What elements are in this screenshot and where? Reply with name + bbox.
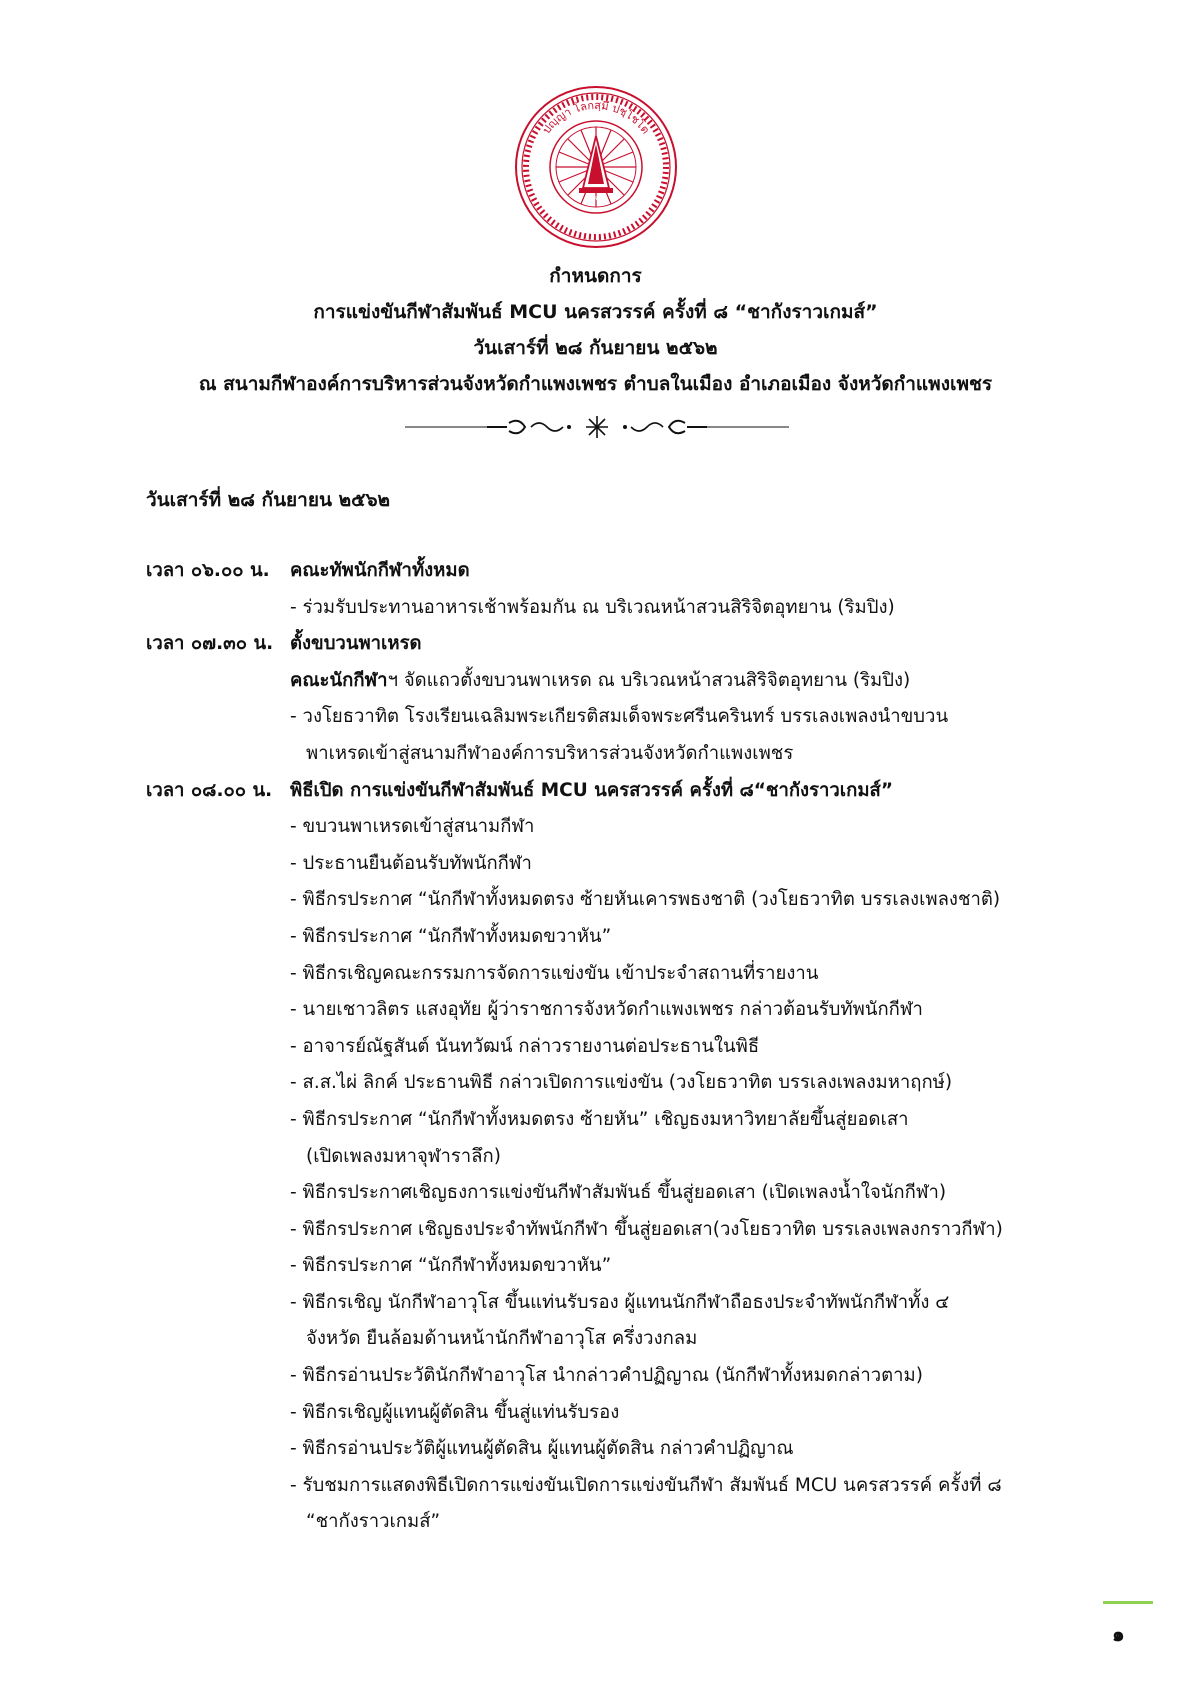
list-item: - พิธีกรเชิญผู้แทนผู้ตัดสิน ขึ้นสู่แท่นรับรอง (290, 1401, 620, 1423)
list-item: - พิธีกรเชิญคณะกรรมการจัดการแข่งขัน เข้าประจำสถานที่รายงาน (290, 962, 819, 984)
footer-accent-rule (1103, 1601, 1153, 1604)
header-date: วันเสาร์ที่ ๒๘ กันยายน ๒๕๖๒ (473, 337, 718, 359)
list-item: - พิธีกรประกาศ “นักกีฬาทั้งหมดตรง ซ้ายหัน” เชิญธงมหาวิทยาลัยขึ้นสู่ยอดเสา (290, 1108, 909, 1130)
header-venue: ณ สนามกีฬาองค์การบริหารส่วนจังหวัดกำแพงเพชร ตำบลในเมือง อำเภอเมือง จังหวัดกำแพงเพชร (198, 373, 993, 395)
document-header (0, 258, 1191, 402)
schedule-time: เวลา ๐๘.๐๐ น. (146, 779, 273, 801)
list-item: - ประธานยืนต้อนรับทัพนักกีฬา (290, 852, 532, 874)
list-item: - พิธีกรอ่านประวัตินักกีฬาอาวุโส นำกล่าวคำปฏิญาณ (นักกีฬาทั้งหมดกล่าวตาม) (290, 1365, 923, 1387)
subheading-text: ฯ จัดแถวตั้งขบวนพาเหรด ณ บริเวณหน้าสวนสิริจิตอุทยาน (ริมปิง) (387, 669, 911, 691)
list-item-continuation: จังหวัด ยืนล้อมด้านหน้านักกีฬาอาวุโส ครึ่งวงกลม (306, 1328, 698, 1350)
header-title: กำหนดการ (549, 265, 642, 287)
schedule-title: ตั้งขบวนพาเหรด (290, 633, 422, 655)
list-item: - ส.ส.ไผ่ ลิกค์ ประธานพิธี กล่าวเปิดการแข่งขัน (วงโยธวาทิต บรรเลงเพลงมหาฤกษ์) (290, 1072, 953, 1094)
list-item: - ขบวนพาเหรดเข้าสู่สนามกีฬา (290, 816, 535, 838)
seal-center-text: มจร (590, 195, 602, 202)
list-item: - พิธีกรเชิญ นักกีฬาอาวุโส ขึ้นแท่นรับรอง ผู้แทนนักกีฬาถือธงประจำทัพนักกีฬาทั้ง ๔ (290, 1291, 950, 1313)
schedule-date-heading: วันเสาร์ที่ ๒๘ กันยายน ๒๕๖๒ (146, 489, 391, 511)
list-item: - พิธีกรอ่านประวัติผู้แทนผู้ตัดสิน ผู้แทนผู้ตัดสิน กล่าวคำปฏิญาณ (290, 1438, 794, 1460)
schedule-entry-0800 (146, 773, 1086, 810)
list-item: - พิธีกรประกาศเชิญธงการแข่งขันกีฬาสัมพันธ์ ขึ้นสู่ยอดเสา (เปิดเพลงน้ำใจนักกีฬา) (290, 1182, 947, 1204)
list-item: - พิธีกรประกาศ “นักกีฬาทั้งหมดขวาหัน” (290, 925, 612, 947)
header-event-name: การแข่งขันกีฬาสัมพันธ์ MCU นครสวรรค์ ครั้งที่ ๘ “ชากังราวเกมส์” (313, 301, 878, 323)
list-item: - นายเชาวลิตร แสงอุทัย ผู้ว่าราชการจังหวัดกำแพงเพชร กล่าวต้อนรับทัพนักกีฬา (290, 999, 923, 1021)
seal-top-text: ปญฺญา โลกสฺมึ ปชฺโชโต (539, 98, 653, 137)
list-item: - ร่วมรับประทานอาหารเช้าพร้อมกัน ณ บริเวณหน้าสวนสิริจิตอุทยาน (ริมปิง) (290, 596, 895, 618)
list-item: - รับชมการแสดงพิธีเปิดการแข่งขันเปิดการแข่งขันกีฬา สัมพันธ์ MCU นครสวรรค์ ครั้งที่ ๘ (290, 1474, 1002, 1496)
page-number: ๑ (1112, 1622, 1125, 1646)
university-seal-logo (513, 84, 679, 250)
schedule-title: พิธีเปิด การแข่งขันกีฬาสัมพันธ์ MCU นครสวรรค์ ครั้งที่ ๘“ชากังราวเกมส์” (290, 779, 893, 801)
ornamental-divider (405, 414, 789, 440)
list-item: - วงโยธวาทิต โรงเรียนเฉลิมพระเกียรติสมเด็จพระศรีนครินทร์ บรรเลงเพลงนำขบวน (290, 706, 949, 728)
list-item: - พิธีกรประกาศ “นักกีฬาทั้งหมดตรง ซ้ายหันเคารพธงชาติ (วงโยธวาทิต บรรเลงเพลงชาติ) (290, 889, 1001, 911)
list-item-continuation: พาเหรดเข้าสู่สนามกีฬาองค์การบริหารส่วนจังหวัดกำแพงเพชร (306, 742, 794, 764)
schedule-time: เวลา ๐๗.๓๐ น. (146, 633, 274, 655)
schedule-entry-0600 (146, 553, 1086, 590)
list-item: - พิธีกรประกาศ “นักกีฬาทั้งหมดขวาหัน” (290, 1255, 612, 1277)
schedule-time: เวลา ๐๖.๐๐ น. (146, 560, 270, 581)
list-item: - อาจารย์ณัฐสันต์ นันทวัฒน์ กล่าวรายงานต่อประธานในพิธี (290, 1035, 760, 1057)
schedule-subheading (146, 663, 1086, 700)
list-item-continuation: “ชากังราวเกมส์” (306, 1511, 441, 1533)
schedule-entry-0730 (146, 626, 1086, 663)
list-item: - พิธีกรประกาศ เชิญธงประจำทัพนักกีฬา ขึ้นสู่ยอดเสา(วงโยธวาทิต บรรเลงเพลงกราวกีฬา) (290, 1218, 1003, 1240)
schedule (146, 553, 1086, 1541)
list-item-continuation: (เปิดเพลงมหาจุฬาราลึก) (306, 1145, 501, 1167)
subheading-bold: คณะนักกีฬา (290, 669, 388, 691)
schedule-title: คณะทัพนักกีฬาทั้งหมด (290, 560, 470, 581)
